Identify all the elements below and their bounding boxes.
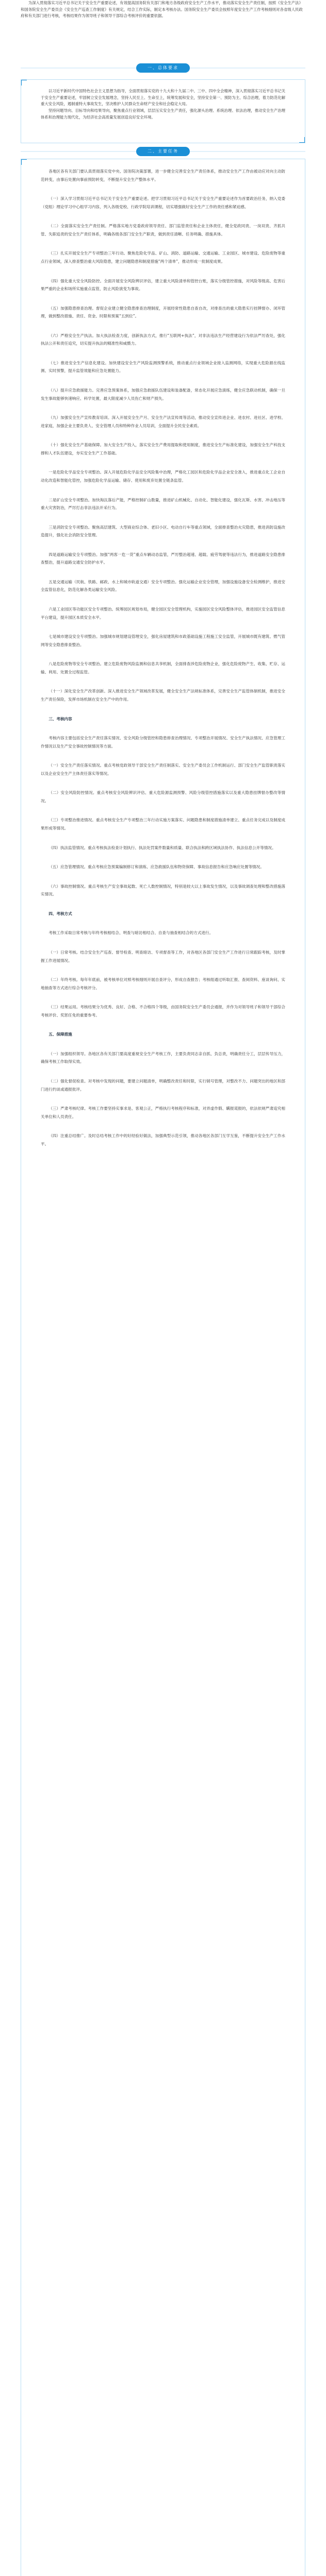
section-header-1: [21, 63, 305, 73]
section-box-2: [21, 159, 305, 2576]
paragraph: （七）推进安全生产信息化建设。加快建设安全生产风险监测预警系统，推动重点行业领域企业接入监测网络，实现重大危险源在线监测、实时预警，提升监管效能和应急处置能力。: [41, 360, 285, 374]
paragraph: （八）提升应急救援能力。完善应急预案体系，加强应急救援队伍建设和装备配备，常态化开展应急演练，健全应急联动机制，确保一旦发生事故能够快速响应、科学处置，最大限度减少人员伤亡和财产损失。: [41, 388, 285, 401]
paragraph: （十）强化安全生产基础保障。加大安全生产投入，落实安全生产费用提取和使用制度，推进安全生产标准化建设，加强安全生产科技支撑和人才队伍建设，夯实安全生产工作基础。: [41, 443, 285, 455]
paragraph: 二是矿山安全专项整治。加快淘汰落后产能，严格控制矿山数量，推进矿山机械化、自动化、智能化建设，强化瓦斯、水害、冲击地压等重大灾害防治，严厉打击非法违法开采行为。: [41, 497, 285, 511]
intro-paragraph: 为深入贯彻落实习近平总书记关于安全生产重要论述，有效提高国务院有关部门和地方各级政府安全生产工作水平，推动落实安全生产责任制，按照《安全生产法》和国务院安全生产委员会《安全生产巡查工作制度》有关规定，结合工作实际，制定本考核办法。国务院安全生产委员会按照年度安全生产工作考核细则对各省级人民政府和有关部门进行考核，考核结果作为领导班子和领导干部综合考核评价的重要依据。: [21, 1, 303, 19]
section-box-1: [21, 79, 305, 143]
paragraph: （四）注重总结推广。及时总结考核工作中的好经验好做法，加强典型示范引领，推动各地区各部门互学互鉴，不断提升安全生产工作水平。: [41, 1133, 285, 1146]
subsection-title: 四、考核方式: [48, 911, 72, 916]
paragraph: （六）严格安全生产执法。加大执法检查力度，创新执法方式，推行“互联网+执法”，对非法违法生产经营建设行为依法严厉查处，强化执法公开和责任追究，切实提升执法的精准性和威慑力。: [41, 333, 285, 346]
paragraph: （四）执法监管情况。重点考核执法检查计划执行、执法处罚案件数量和质量、联合执法和跨区域执法协作、执法信息公开等情况。: [48, 845, 276, 850]
paragraph: （十一）深化安全生产改革创新。深入推进安全生产领域改革发展，健全安全生产法规标准体系，完善安全生产监管体制机制，推进安全生产责任保险，发挥市场机制在安全生产中的作用。: [41, 689, 285, 702]
corner-decoration: [299, 137, 305, 143]
corner-decoration: [21, 79, 27, 86]
section-title: 二、主要任务: [136, 147, 190, 156]
paragraph: （三）严肃考核纪律。考核工作要坚持实事求是、客观公正，严格执行考核程序和标准，对弄虚作假、瞒报谎报的，依法依规严肃追究相关单位和人员责任。: [41, 1106, 285, 1119]
paragraph: 三是消防安全专项整治。聚焦高层建筑、大型商业综合体、老旧小区、电动自行车等重点领域，全面排查整治火灾隐患，推进消防设施改造提升，强化社会消防安全管理。: [41, 524, 285, 538]
subsection-title: 三、考核内容: [48, 716, 72, 721]
section-title: 一、总体要求: [136, 63, 190, 73]
paragraph: 四是道路运输安全专项整治。加强“两客一危一货”重点车辆动态监管，严厉整治超速、超载、疲劳驾驶等违法行为，推进道路安全隐患排查整治，提升道路交通安全防护水平。: [41, 552, 285, 565]
paragraph: 考核工作采取日常考核与年终考核相结合、明查与暗访相结合、自查与抽查相结合的方式进行。: [48, 930, 214, 936]
paragraph: 五是交通运输（民航、铁路、邮政、水上和城市轨道交通）安全专项整治。强化运输企业安全管理，加强设施设备安全检测维护，推进安全监管信息化，防范化解各类运输安全风险。: [41, 579, 285, 592]
paragraph: 考核内容主要包括安全生产责任落实情况、安全风险分级管控和隐患排查治理情况、专项整治开展情况、安全生产执法情况、应急管理工作情况以及生产安全事故控制情况等方面。: [41, 736, 285, 749]
paragraph: （一）安全生产责任落实情况。重点考核党政领导干部安全生产责任制落实、安全生产委员会工作机制运行、部门安全生产监管职责落实以及企业安全生产主体责任落实等情况。: [41, 763, 285, 776]
paragraph: （三）扎实开展安全生产专项整治三年行动。聚焦危险化学品、矿山、消防、道路运输、交通运输、工业园区、城市建设、危险废物等重点行业领域，深入排查整治重大风险隐患，建立问题隐患和制度措施“两个清单”，推动形成一批制度成果。: [41, 251, 285, 264]
paragraph: （二）全面落实安全生产责任制。严格落实地方党委政府领导责任、部门监管责任和企业主体责任，健全党政同责、一岗双责、齐抓共管、失职追责的安全生产责任体系，明确各级各部门安全生产职责，做到责任清晰、任务明确、措施具体。: [41, 224, 285, 236]
paragraph: （二）强化督促检查。对考核中发现的问题，要建立问题清单，明确整改责任和时限，实行销号管理，对整改不力、问题突出的地区和部门进行约谈或通报批评。: [41, 1079, 285, 1092]
paragraph: （一）加强组织领导。各地区各有关部门要高度重视安全生产考核工作，主要负责同志亲自抓、负总责，明确责任分工，层层传导压力，确保考核工作取得实效。: [41, 1051, 285, 1064]
paragraph: 以习近平新时代中国特色社会主义思想为指导，全面贯彻落实党的十九大和十九届二中、三中、四中全会精神，深入贯彻落实习近平总书记关于安全生产重要论述，牢固树立安全发展理念，坚持人民至上、生命至上，统筹发展和安全，坚持安全第一、预防为主、综合治理，着力防范化解重大安全风险，遏制重特大事故发生，坚决维护人民群众生命财产安全和社会稳定大局。: [41, 89, 285, 107]
paragraph: （三）结果运用。考核结果分为优秀、良好、合格、不合格四个等级，由国务院安全生产委员会通报，并作为对领导班子和领导干部综合考核评价、奖惩任免的重要参考。: [41, 1005, 285, 1018]
paragraph: 六是工业园区等功能区安全专项整治。统筹园区规划布局，健全园区安全管理机构，实施园区安全风险整体评估，推进园区安全监管信息平台建设，提升园区本质安全水平。: [41, 607, 285, 620]
paragraph: （二）年终考核。每年年底前，被考核单位对照考核细则开展自查评分，形成自查报告；考核组通过听取汇报、查阅资料、座谈询问、实地抽查等方式进行综合考核评分。: [41, 977, 285, 990]
paragraph: （三）专项整治推进情况。重点考核安全生产专项整治三年行动实施方案落实、问题隐患和制度措施清单建立、重点任务完成以及制度成果形成等情况。: [41, 818, 285, 831]
paragraph: （一）深入学习贯彻习近平总书记关于安全生产重要论述。把学习贯彻习近平总书记关于安全生产重要论述作为首要政治任务，纳入党委（党组）理论学习中心组学习内容，列入各级党校、行政学院培训课程，切实增强做好安全生产工作的责任感和紧迫感。: [41, 196, 285, 209]
paragraph: （六）事故控制情况。重点考核生产安全事故起数、死亡人数控制情况，特别是较大以上事故发生情况，以及事故调查处理和整改措施落实情况。: [41, 884, 285, 897]
paragraph: （四）强化重大安全风险防控。全面开展安全风险辨识评估，建立重大风险清单和管控台账，落实分级管控措施，对风险等级高、危害后果严重的企业和场所实施重点监管，防止风险演变为事故。: [41, 278, 285, 292]
paragraph: （二）安全风险防控情况。重点考核安全风险辨识评估、重大危险源监测预警、风险分级管控措施落实以及重大隐患挂牌督办整改等情况。: [41, 790, 285, 803]
paragraph: （九）加强安全生产宣传教育培训。深入开展安全生产月、安全生产法宣传周等活动，推动安全宣传进企业、进农村、进社区、进学校、进家庭，加强企业主要负责人、安全管理人员和特种作业人员培训，全面提升全民安全素质。: [41, 415, 285, 428]
corner-decoration: [21, 159, 27, 165]
paragraph: （五）应急管理情况。重点考核应急预案编制修订和演练、应急救援队伍和物资保障、事故信息报告和应急响应处置等情况。: [48, 865, 264, 870]
paragraph: （五）加强隐患排查治理。督促企业建立健全隐患排查治理制度，开展经常性隐患自查自改，对排查出的重大隐患实行挂牌督办、闭环管理，做到整改措施、责任、资金、时限和预案“五到位”。: [41, 306, 285, 319]
subsection-title: 五、保障措施: [48, 1032, 72, 1037]
paragraph: 坚持问题导向、目标导向和结果导向，聚焦重点行业领域，层层压实安全生产责任，强化源头治理、系统治理、依法治理，推动安全生产治理体系和治理能力现代化，为经济社会高质量发展创造良好安全环境。: [41, 108, 285, 120]
paragraph: 八是危险废物等安全专项整治。建立危险废物风险监测和信息共享机制，全面排查涉危险废物企业，强化危险废物产生、收集、贮存、运输、利用、处置全过程监管。: [41, 662, 285, 674]
paragraph: 各地区各有关部门要认真贯彻落实党中央、国务院决策部署，进一步健全完善安全生产责任体系，推动安全生产工作由被动应对向主动防范转变，由事后处置向事前预防转变，不断提升安全生产整体水平。: [41, 169, 285, 182]
section-header-2: [21, 146, 305, 157]
paragraph: 七是城市建设安全专项整治。加强城市规划建设管理安全，强化房屋建筑和市政基础设施工程施工安全监管，开展城市既有建筑、燃气管网等安全隐患排查整治。: [41, 634, 285, 647]
paragraph: 一是危险化学品安全专项整治。深入开展危险化学品安全风险集中治理，严格化工园区和危险化学品企业安全准入，推进重点化工企业自动化改造和智能化管控，加强危险化学品运输、储存、使用和废弃处置全链条监管。: [41, 470, 285, 483]
paragraph: （一）日常考核。结合安全生产巡查、督导检查、明查暗访、专项督查等工作，对各地区各部门安全生产工作进行日常跟踪考核，及时掌握工作进展情况。: [41, 950, 285, 963]
